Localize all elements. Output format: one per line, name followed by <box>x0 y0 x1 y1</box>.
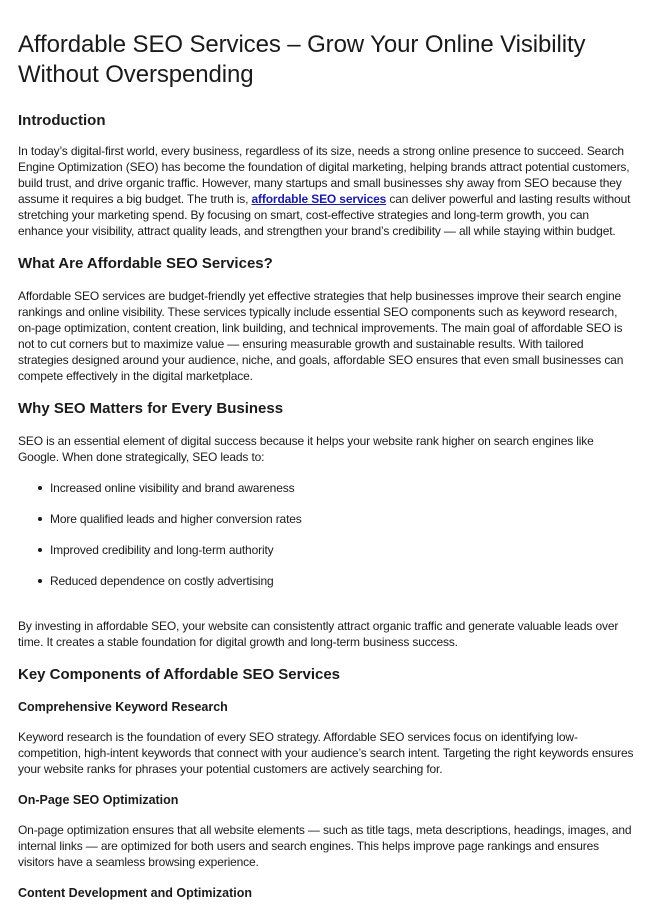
why-paragraph-2: By investing in affordable SEO, your website can consistently attract organic traffic and generate valuable leads over time. It creates a stable foundation for digital growth and long-term business success. <box>18 619 619 649</box>
subheading-on-page-seo: On-Page SEO Optimization <box>18 793 179 807</box>
keyword-research-paragraph: Keyword research is the foundation of every SEO strategy. Affordable SEO services focus on identifying low-competition, high-intent keywords that connect with your audience’s search intent. Targeting the right keywords ensures your website ranks for phrases your potential customers are actively searching for. <box>18 730 634 776</box>
on-page-paragraph: On-page optimization ensures that all website elements — such as title tags, meta descriptions, headings, images, and internal links — are optimized for both users and search engines. This helps improve page rankings and ensures visitors have a seamless browsing experience. <box>18 823 632 869</box>
list-item: Reduced dependence on costly advertising <box>18 573 636 589</box>
heading-what-are: What Are Affordable SEO Services? <box>18 255 273 272</box>
affordable-seo-services-link[interactable]: affordable SEO services <box>251 192 387 206</box>
document-page <box>18 0 636 901</box>
intro-text-before: In today’s digital-first world, every business, regardless of its size, needs a strong online presence to succeed. Search Engine Optimization (SEO) has become the foundation of digital marketing, helping brands attract potential customers, build trust, and drive organic traffic. However, many startups and small businesses shy away from SEO because they assume it requires a big budget. The truth is, <box>18 144 630 206</box>
list-item: Improved credibility and long-term authority <box>18 542 636 558</box>
list-item: Increased online visibility and brand awareness <box>18 480 636 496</box>
page-title: Affordable SEO Services – Grow Your Online Visibility Without Overspending <box>18 31 586 88</box>
list-item: More qualified leads and higher conversion rates <box>18 511 636 527</box>
what-paragraph: Affordable SEO services are budget-friendly yet effective strategies that help businesses improve their search engine rankings and online visibility. These services typically include essential SEO components such as keyword research, on-page optimization, content creation, link building, and technical improvements. The main goal of affordable SEO is not to cut corners but to maximize value — ensuring measurable growth and sustainable results. With tailored strategies designed around your audience, niche, and goals, affordable SEO ensures that even small businesses can compete effectively in the digital marketplace. <box>18 289 624 383</box>
subheading-content-development: Content Development and Optimization <box>18 886 253 900</box>
subheading-keyword-research: Comprehensive Keyword Research <box>18 700 228 714</box>
heading-introduction: Introduction <box>18 112 106 129</box>
benefits-list <box>18 480 636 589</box>
intro-text-after: can deliver powerful and lasting results without stretching your marketing spend. By focusing on smart, cost-effective strategies and long-term growth, you can enhance your visibility, attract quality leads, and strengthen your brand’s credibility — all while staying within budget. <box>18 192 631 238</box>
intro-paragraph <box>18 143 636 239</box>
why-paragraph-1: SEO is an essential element of digital success because it helps your website rank higher on search engines like Google. When done strategically, SEO leads to: <box>18 434 594 464</box>
heading-why-seo-matters: Why SEO Matters for Every Business <box>18 400 284 417</box>
heading-key-components: Key Components of Affordable SEO Services <box>18 666 341 683</box>
